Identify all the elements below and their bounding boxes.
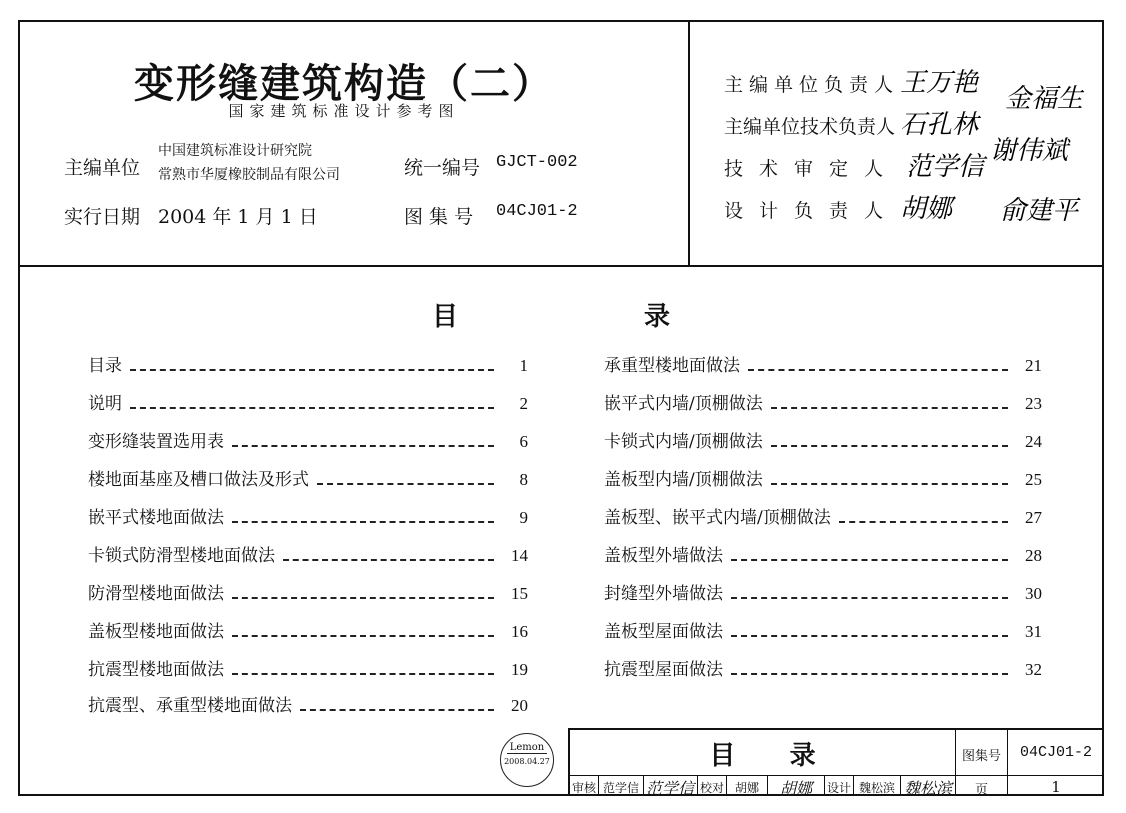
- checker-signature: 胡娜: [779, 779, 812, 798]
- toc-item[interactable]: 卡锁式内墙/顶棚做法 24: [604, 432, 1042, 452]
- stamp-line-1: Lemon: [507, 742, 547, 754]
- toc-item[interactable]: 承重型楼地面做法 21: [604, 356, 1042, 376]
- toc-item[interactable]: 卡锁式防滑型楼地面做法 14: [88, 546, 528, 566]
- toc-item[interactable]: 楼地面基座及槽口做法及形式 8: [88, 470, 528, 490]
- page-label: 页: [974, 783, 988, 798]
- toc-heading-1: 目: [432, 302, 459, 332]
- designer-name: 魏松滨: [858, 781, 895, 795]
- toc-item[interactable]: 变形缝装置选用表 6: [88, 432, 528, 452]
- toc-item[interactable]: 盖板型楼地面做法 16: [88, 622, 528, 642]
- reviewer-signature: 范学信: [645, 779, 694, 798]
- signature-3a: 范学信: [906, 152, 985, 182]
- toc-item[interactable]: 盖板型、嵌平式内墙/顶棚做法 27: [604, 508, 1042, 528]
- toc-item[interactable]: 盖板型外墙做法 28: [604, 546, 1042, 566]
- signature-4b: 俞建平: [1000, 196, 1079, 226]
- date-label: 实行日期: [64, 206, 141, 228]
- editor-unit-1: 中国建筑标准设计研究院: [158, 143, 312, 159]
- toc-item[interactable]: 抗震型楼地面做法 19: [88, 660, 528, 680]
- toc-heading-2: 录: [644, 302, 671, 332]
- editor-label: 主编单位: [64, 157, 141, 179]
- review-label: 审核: [571, 781, 596, 795]
- toc-item[interactable]: 嵌平式内墙/顶棚做法 23: [604, 394, 1042, 414]
- signature-2b: 谢伟斌: [990, 136, 1069, 166]
- signature-4a: 胡娜: [900, 194, 953, 224]
- sheet-title: 目 录: [709, 741, 816, 771]
- stamp-line-2: 2008.04.27: [504, 757, 550, 766]
- toc-item[interactable]: 防滑型楼地面做法 15: [88, 584, 528, 604]
- toc-item[interactable]: 嵌平式楼地面做法 9: [88, 508, 528, 528]
- title-block-top: [568, 728, 1104, 730]
- signature-1a: 王万艳: [900, 68, 979, 98]
- header-divider: [18, 265, 1104, 267]
- designer-signature: 魏松滨: [903, 779, 952, 798]
- check-label: 校对: [699, 781, 724, 795]
- atlas-number-value: 04CJ01-2: [1019, 744, 1092, 761]
- toc-item[interactable]: 目录 1: [88, 356, 528, 376]
- toc-item[interactable]: 抗震型、承重型楼地面做法 20: [88, 696, 528, 716]
- design-label: 设计: [826, 781, 851, 795]
- atlas-number: 04CJ01-2: [496, 202, 578, 221]
- signatory-role-1: 主编单位负责人: [724, 74, 900, 96]
- signatory-role-2: 主编单位技术负责人: [724, 116, 896, 138]
- page-title: 变形缝建筑构造（二）: [134, 61, 554, 107]
- page-subtitle: 国家建筑标准设计参考图: [228, 102, 460, 120]
- checker-name: 胡娜: [734, 781, 759, 795]
- toc-item[interactable]: 抗震型屋面做法 32: [604, 660, 1042, 680]
- page-number: 1: [1051, 778, 1061, 796]
- toc-item[interactable]: 封缝型外墙做法 30: [604, 584, 1042, 604]
- unified-number-label: 统一编号: [404, 157, 481, 179]
- date-stamp: [500, 733, 554, 787]
- toc-item[interactable]: 说明 2: [88, 394, 528, 414]
- signatory-role-4: 设计负责人: [724, 200, 900, 222]
- toc-item[interactable]: 盖板型内墙/顶棚做法 25: [604, 470, 1042, 490]
- reviewer-name: 范学信: [602, 781, 639, 795]
- header-vertical-divider: [688, 20, 690, 266]
- signature-2a: 石孔林: [900, 110, 979, 140]
- editor-unit-2: 常熟市华厦橡胶制品有限公司: [158, 167, 340, 183]
- atlas-label: 图 集 号: [404, 206, 474, 228]
- signatory-role-3: 技术审定人: [724, 158, 900, 180]
- toc-item[interactable]: 盖板型屋面做法 31: [604, 622, 1042, 642]
- atlas-number-label: 图集号: [961, 749, 1001, 764]
- date-value: 2004 年 1 月 1 日: [158, 206, 318, 228]
- unified-number: GJCT-002: [496, 153, 578, 172]
- signature-1b: 金福生: [1005, 84, 1084, 114]
